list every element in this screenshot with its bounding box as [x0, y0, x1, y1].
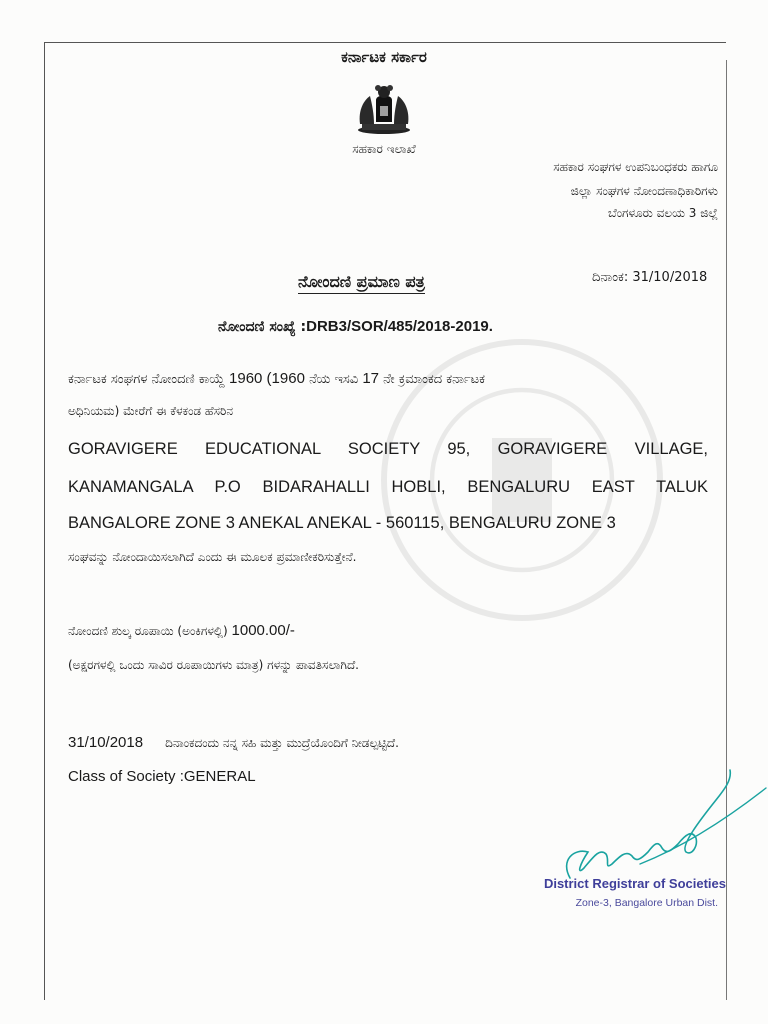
date-label: ದಿನಾಂಕ:	[592, 270, 629, 285]
page-border-left	[44, 42, 45, 1000]
society-address-line-3: BANGALORE ZONE 3 ANEKAL ANEKAL - 560115, BENGALURU ZONE 3	[68, 514, 616, 532]
certificate-title: ನೋಂದಣಿ ಪ್ರಮಾಣ ಪತ್ರ	[298, 272, 425, 294]
certificate-date	[592, 270, 707, 285]
government-heading: ಕರ್ನಾಟಕ ಸರ್ಕಾರ	[341, 48, 427, 66]
registrar-jurisdiction: Zone-3, Bangalore Urban Dist.	[575, 897, 718, 909]
page-border-top	[44, 42, 726, 43]
fee-label: ನೋಂದಣಿ ಶುಲ್ಕ ರೂಪಾಯಿ (ಅಂಕಿಗಳಲ್ಲಿ)	[68, 624, 228, 638]
certification-statement: ಸಂಘವನ್ನು ನೋಂದಾಯಿಸಲಾಗಿದೆ ಎಂದು ಈ ಮೂಲಕ ಪ್ರಮಾಣೀಕರಿಸುತ್ತೇನೆ.	[68, 550, 357, 564]
registrar-signature-icon	[540, 760, 768, 890]
office-line-3: ಬೆಂಗಳೂರು ವಲಯ 3 ಜಿಲ್ಲೆ	[608, 206, 718, 220]
fee-line	[68, 622, 295, 639]
issue-date: 31/10/2018	[68, 734, 144, 751]
fee-in-words: (ಅಕ್ಷರಗಳಲ್ಲಿ ಒಂದು ಸಾವಿರ ರೂಪಾಯಿಗಳು ಮಾತ್ರ) ಗಳನ್ನು ಪಾವತಿಸಲಾಗಿದೆ.	[68, 658, 359, 672]
office-line-1: ಸಹಕಾರ ಸಂಘಗಳ ಉಪನಿಬಂಧಕರು ಹಾಗೂ	[553, 160, 718, 174]
registration-value: DRB3/SOR/485/2018-2019.	[306, 318, 493, 335]
registration-number	[218, 318, 493, 335]
class-of-society: Class of Society :GENERAL	[68, 768, 256, 785]
fee-amount: 1000.00/-	[231, 622, 295, 639]
department-heading: ಸಹಕಾರ ಇಲಾಖೆ	[352, 142, 416, 156]
registrar-designation: District Registrar of Societies	[543, 876, 726, 891]
office-line-2: ಜಿಲ್ಲಾ ಸಂಘಗಳ ನೋಂದಣಾಧಿಕಾರಿಗಳು	[570, 184, 718, 198]
society-address-line-1: GORAVIGERE EDUCATIONAL SOCIETY 95, GORAVIGERE VILLAGE,	[68, 440, 708, 458]
issue-text: ದಿನಾಂಕದಂದು ನನ್ನ ಸಹಿ ಮತ್ತು ಮುದ್ರೆಯೊಂದಿಗೆ ನೀಡಲ್ಪಟ್ಟಿದೆ.	[165, 736, 399, 750]
act-number: 17	[362, 370, 380, 387]
act-text-2: ನೆಯ ಇಸವಿ	[309, 372, 359, 387]
society-address-line-2: KANAMANGALA P.O BIDARAHALLI HOBLI, BENGALURU EAST TALUK	[68, 478, 708, 496]
issue-line	[68, 734, 399, 751]
act-paragraph-line-2: ಅಧಿನಿಯಮ) ಮೇರೆಗೆ ಈ ಕೆಳಕಂಡ ಹೆಸರಿನ	[68, 404, 234, 418]
act-text-1: ಕರ್ನಾಟಕ ಸಂಘಗಳ ನೋಂದಣಿ ಕಾಯ್ದೆ	[68, 372, 225, 387]
registration-label: ನೋಂದಣಿ ಸಂಖ್ಯೆ :	[218, 319, 307, 335]
act-year: 1960 (1960	[229, 370, 305, 387]
act-paragraph-line-1	[68, 370, 485, 387]
date-value: 31/10/2018	[632, 270, 708, 285]
act-text-3: ನೇ ಕ್ರಮಾಂಕದ ಕರ್ನಾಟಕ	[383, 372, 486, 387]
state-emblem-icon	[354, 80, 414, 136]
